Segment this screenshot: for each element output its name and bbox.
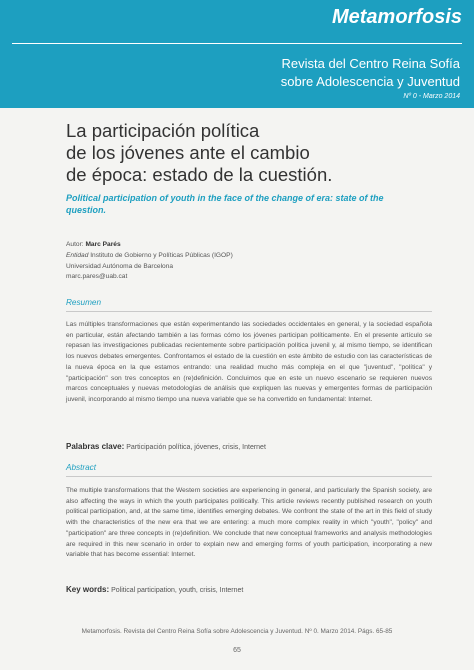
resumen-divider (66, 311, 432, 312)
key-words (66, 585, 432, 594)
university: Universidad Autónoma de Barcelona (66, 262, 174, 270)
resumen-text: Las múltiples transformaciones que están experimentando las sociedades occidentales en general, y la sociedad española en particular, están afectando también a las formas cómo los jóvenes participan políticamente. En el presente artículo se repasan las investigaciones publicadas recientemente sobre participación política juvenil y, al mismo tiempo, se identifican los nuevos debates emergentes. Confrontamos el estado de la cuestión en este ámbito de estudio con las características de la nueva época en la que estamos entrando: una realidad mucho más compleja en el que "juventud", "política" y "participación" son tres conceptos en (re)definición. Concluimos que en este un nuevo escenario se requieren nuevos marcos conceptuales y nuevas metodologías de análisis que expliquen las nuevas y emergentes formas de participación juvenil, incorporando al mismo tiempo una nueva variable que se ha convertido en fundamental: Internet. (66, 321, 432, 403)
author-label: Autor: (66, 241, 84, 248)
abstract-text: The multiple transformations that the Western societies are experiencing in general, and particularly the Spanish society, are also affecting the ways in which the youth participates politically. This article reviews recently published research on youth political participation, and, at the same time, identifies emerging debates. We confront the state of the art in this field of study with the characteristics of the new era that we are entering: a much more complex reality in which "youth", "policy" and "participation" are three concepts in (re)definition. We conclude that new conceptual frameworks and analysis methodologies are required in this new scenario in order to explain new and emerging forms of youth participation, incorporating a new variable that has become essential: Internet. (66, 487, 432, 559)
journal-name: Metamorfosis (331, 6, 462, 28)
issue-info: Nº 0 - Marzo 2014 (403, 93, 460, 100)
entity-label: Entidad (66, 251, 89, 259)
page-number: 65 (233, 647, 241, 654)
header-divider (12, 43, 462, 44)
title-line-1: La participación política (66, 120, 260, 141)
footer-citation: Metamorfosis. Revista del Centro Reina Sofía sobre Adolescencia y Juventud. Nº 0. Marzo 2014. Págs. 65-85 (81, 628, 393, 635)
title-line-2: de los jóvenes ante el cambio (66, 142, 310, 163)
author-line (66, 240, 233, 251)
author-block (66, 240, 233, 283)
journal-subtitle-line1: Revista del Centro Reina Sofía (281, 56, 460, 71)
author-email[interactable]: marc.pares@uab.cat (66, 273, 128, 281)
entity-line (66, 251, 233, 262)
palabras-clave-text: Participación política, jóvenes, crisis, Internet (126, 444, 266, 451)
entity-name: Instituto de Gobierno y Políticas Públicas (IGOP) (90, 251, 233, 259)
resumen-heading: Resumen (66, 298, 102, 307)
english-title: Political participation of youth in the face of the change of era: state of the question. (66, 193, 384, 215)
author-name: Marc Parés (85, 241, 121, 248)
journal-subtitle-line2: sobre Adolescencia y Juventud (280, 74, 460, 89)
abstract-heading: Abstract (66, 463, 97, 472)
journal-header (0, 0, 474, 108)
palabras-clave (66, 442, 432, 451)
title-line-3: de época: estado de la cuestión. (66, 164, 333, 185)
palabras-clave-label: Palabras clave: (66, 442, 125, 451)
abstract-divider (66, 476, 432, 477)
article-title (66, 120, 426, 186)
key-words-text: Political participation, youth, crisis, Internet (111, 587, 244, 594)
key-words-label: Key words: (66, 585, 110, 594)
